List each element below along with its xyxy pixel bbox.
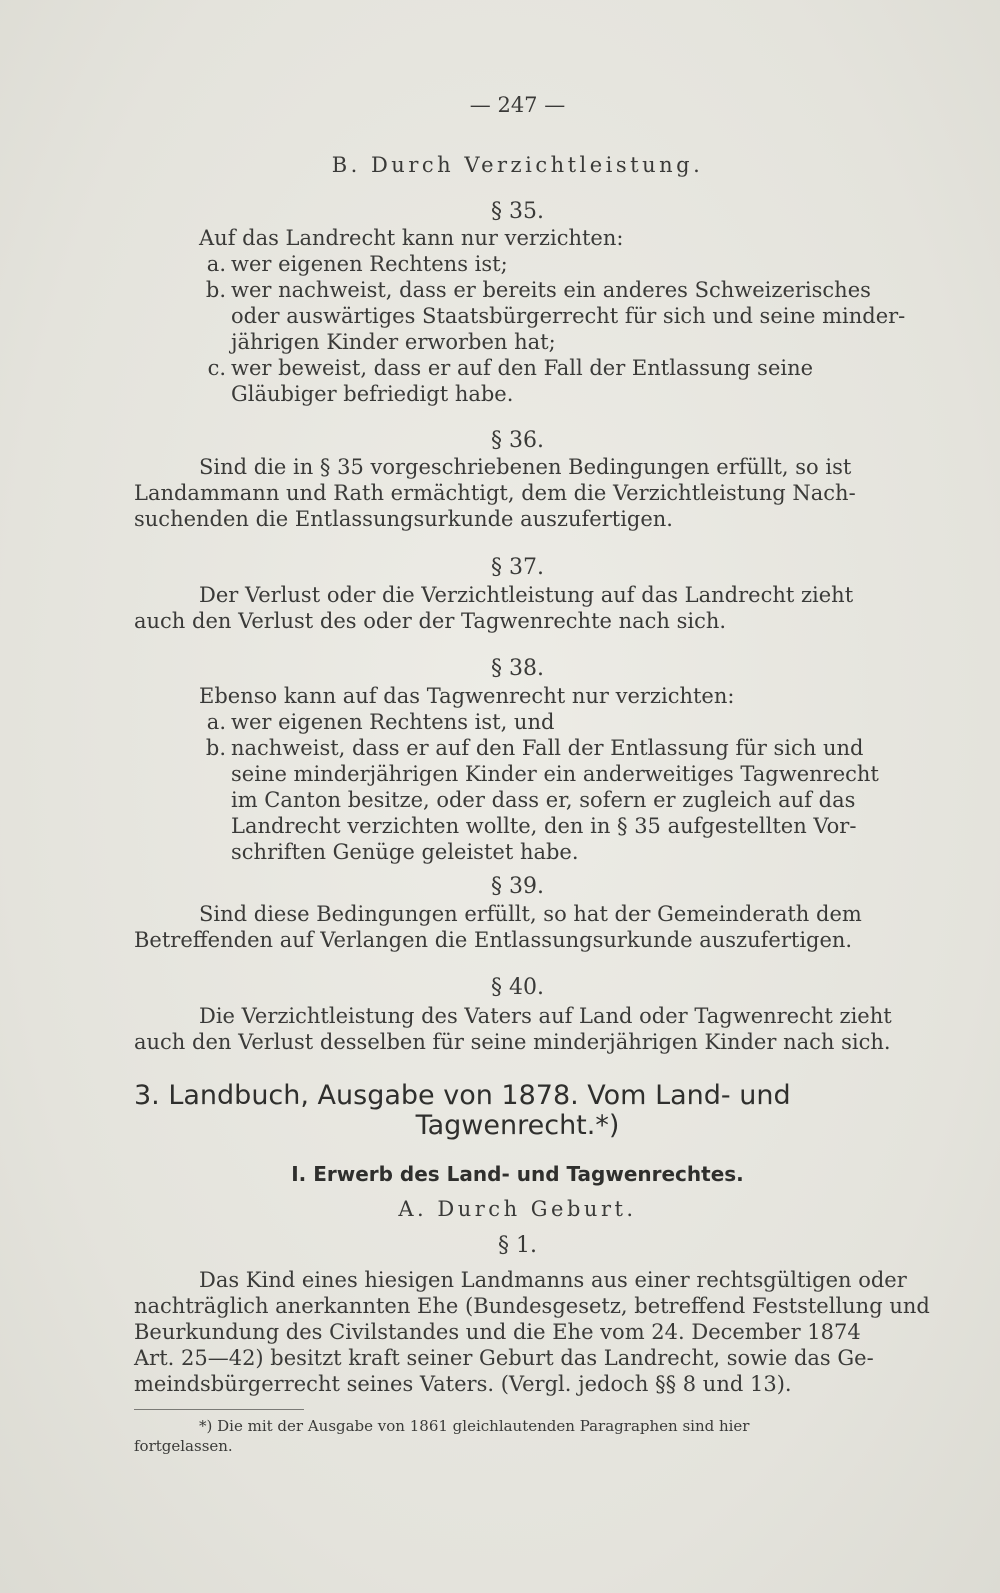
section-b-heading: B. Durch Verzichtleistung. bbox=[331, 153, 704, 177]
list-text: nachweist, dass er auf den Fall der Entlassung für sich und bbox=[231, 736, 864, 760]
paragraph-sign: § 37. bbox=[491, 555, 544, 580]
page-number: — 247 — bbox=[469, 93, 566, 117]
text-line: Sind die in § 35 vorgeschriebenen Bedingungen erfüllt, so ist bbox=[199, 455, 852, 479]
text-line: Das Kind eines hiesigen Landmanns aus einer rechtsgültigen oder bbox=[199, 1268, 907, 1292]
text-line: nachträglich anerkannten Ehe (Bundesgesetz, betreffend Feststellung und bbox=[134, 1294, 930, 1318]
subsubsection-heading: A. Durch Geburt. bbox=[398, 1197, 637, 1221]
text-line: meindsbürgerrecht seines Vaters. (Vergl. jedoch §§ 8 und 13). bbox=[134, 1372, 792, 1396]
text-line: Landammann und Rath ermächtigt, dem die Verzichtleistung Nach- bbox=[134, 481, 856, 505]
list-text: wer eigenen Rechtens ist, und bbox=[231, 710, 555, 734]
text-line: schriften Genüge geleistet habe. bbox=[231, 840, 579, 864]
paragraph-sign: § 40. bbox=[491, 975, 544, 1000]
text-line: Beurkundung des Civilstandes und die Ehe vom 24. December 1874 bbox=[134, 1320, 861, 1344]
text-line: Der Verlust oder die Verzichtleistung auf das Landrecht zieht bbox=[199, 583, 854, 607]
footnote-line: fortgelassen. bbox=[134, 1437, 233, 1455]
paragraph-sign: § 39. bbox=[491, 874, 544, 899]
text-line: auch den Verlust desselben für seine minderjährigen Kinder nach sich. bbox=[134, 1030, 891, 1054]
paragraph-37 bbox=[134, 582, 901, 634]
list-text: wer eigenen Rechtens ist; bbox=[231, 252, 508, 276]
footnote-line: *) Die mit der Ausgabe von 1861 gleichlautenden Paragraphen sind hier bbox=[199, 1417, 750, 1435]
text-line: oder auswärtiges Staatsbürgerrecht für sich und seine minder- bbox=[231, 304, 906, 328]
list-item-a bbox=[134, 709, 901, 735]
paragraph-sign: § 35. bbox=[491, 199, 544, 224]
heading-line: 3. Landbuch, Ausgabe von 1878. Vom Land- und bbox=[134, 1080, 791, 1111]
text-line: Die Verzichtleistung des Vaters auf Land oder Tagwenrecht zieht bbox=[199, 1004, 892, 1028]
paragraph-sign: § 1. bbox=[498, 1233, 537, 1258]
text-line: jährigen Kinder erworben hat; bbox=[231, 330, 556, 354]
text-line: Sind diese Bedingungen erfüllt, so hat der Gemeinderath dem bbox=[199, 902, 862, 926]
text-line: Betreffenden auf Verlangen die Entlassungsurkunde auszufertigen. bbox=[134, 928, 853, 952]
text-line: Auf das Landrecht kann nur verzichten: bbox=[199, 226, 624, 250]
list-label: b. bbox=[205, 736, 226, 760]
text-line: seine minderjährigen Kinder ein anderweitiges Tagwenrecht bbox=[231, 762, 879, 786]
subsection-heading: I. Erwerb des Land- und Tagwenrechtes. bbox=[291, 1162, 744, 1186]
paragraph-38 bbox=[134, 683, 901, 865]
text-line: Landrecht verzichten wollte, den in § 35 aufgestellten Vor- bbox=[231, 814, 857, 838]
list-text: wer beweist, dass er auf den Fall der Entlassung seine bbox=[231, 356, 814, 380]
text-line: suchenden die Entlassungsurkunde auszufertigen. bbox=[134, 507, 673, 531]
paragraph-36 bbox=[134, 454, 901, 532]
text-line: Art. 25—42) besitzt kraft seiner Geburt das Landrecht, sowie das Ge- bbox=[134, 1346, 874, 1370]
paragraph-39 bbox=[134, 901, 901, 953]
footnote bbox=[134, 1416, 901, 1456]
list-label: c. bbox=[207, 356, 226, 380]
section-3-heading bbox=[134, 1081, 901, 1141]
list-label: a. bbox=[206, 710, 226, 734]
list-item-b bbox=[134, 735, 901, 761]
list-label: b. bbox=[205, 278, 226, 302]
paragraph-35 bbox=[134, 199, 901, 225]
heading-line: Tagwenrecht.*) bbox=[415, 1110, 620, 1141]
list-text: wer nachweist, dass er bereits ein anderes Schweizerisches bbox=[231, 278, 871, 302]
paragraph-1 bbox=[134, 1267, 930, 1397]
list-item-a bbox=[134, 251, 901, 277]
text-line: im Canton besitze, oder dass er, sofern er zugleich auf das bbox=[231, 788, 856, 812]
paragraph-sign: § 36. bbox=[491, 428, 544, 453]
list-item-c bbox=[134, 355, 901, 381]
list-item-b bbox=[134, 277, 901, 303]
text-line: Gläubiger befriedigt habe. bbox=[231, 382, 514, 406]
footnote-rule bbox=[134, 1409, 304, 1410]
list-label: a. bbox=[206, 252, 226, 276]
paragraph-sign: § 38. bbox=[491, 656, 544, 681]
paragraph-40 bbox=[134, 1003, 901, 1055]
text-line: auch den Verlust des oder der Tagwenrechte nach sich. bbox=[134, 609, 727, 633]
text-line: Ebenso kann auf das Tagwenrecht nur verzichten: bbox=[199, 684, 735, 708]
paragraph-35-body bbox=[134, 225, 906, 407]
